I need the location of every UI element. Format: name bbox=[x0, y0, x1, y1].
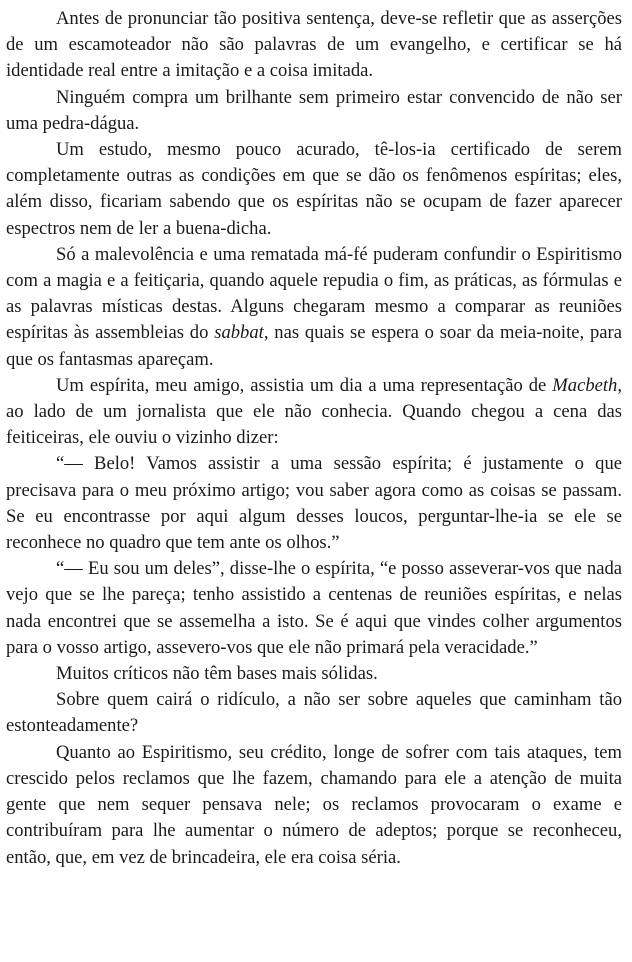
paragraph-4-text-end: , nas quais se espera o soar da meia-noite, para que os fantasmas apareçam. bbox=[6, 322, 622, 370]
paragraph-4-italic-term: sabbat bbox=[214, 322, 264, 344]
paragraph-9: Sobre quem cairá o ridículo, a não ser sobre aqueles que caminham tão estonteadamente? bbox=[6, 689, 622, 737]
paragraph-7: “— Eu sou um deles”, disse-lhe o espírita, “e posso asseverar-vos que nada vejo que se lhe pareça; tenho assistido a centenas de reuniões espíritas, e nelas nada encontrei que se assemelha a isto. Se é aqui que vindes colher argumentos para o vosso artigo, assevero-vos que ele não primará pela veracidade.” bbox=[6, 558, 622, 658]
paragraph-5 bbox=[6, 373, 622, 452]
paragraph-8: Muitos críticos não têm bases mais sólidas. bbox=[56, 663, 378, 685]
paragraph-5-italic-title: Macbeth bbox=[552, 374, 618, 396]
paragraph-3: Um estudo, mesmo pouco acurado, tê-los-ia certificado de serem completamente outras as condições em que se dão os fenômenos espíritas; eles, além disso, ficariam sabendo que os espíritas não se ocupam de fazer aparecer espectros nem de ler a buena-dicha. bbox=[6, 139, 622, 239]
paragraph-10: Quanto ao Espiritismo, seu crédito, longe de sofrer com tais ataques, tem crescido pelos reclamos que lhe fazem, chamando para ele a atenção de muita gente que nem sequer pensava nele; os reclamos provocaram o exame e contribuíram para lhe aumentar o número de adeptos; porque se reconheceu, então, que, em vez de brincadeira, ele era coisa séria. bbox=[6, 741, 622, 868]
paragraph-2: Ninguém compra um brilhante sem primeiro estar convencido de não ser uma pedra-dágua. bbox=[6, 86, 622, 134]
paragraph-4-text-start: Só a malevolência e uma rematada má-fé puderam confundir o Espiritismo com a magia e a feitiçaria, quando aquele repudia o fim, as práticas, as fórmulas e as palavras místicas destas. Alguns chegaram mesmo a comparar as reuniões espíritas às assembleias do bbox=[6, 243, 622, 344]
paragraph-5-text-start: Um espírita, meu amigo, assistia um dia a uma representação de bbox=[56, 374, 553, 396]
paragraph-6: “— Belo! Vamos assistir a uma sessão espírita; é justamente o que precisava para o meu próximo artigo; vou saber agora como as coisas se passam. Se eu encontrasse por aqui algum desses loucos, perguntar-lhe-ia se ele se reconhece no quadro que tem ante os olhos.” bbox=[6, 453, 622, 554]
paragraph-4 bbox=[6, 242, 622, 373]
paragraph-1: Antes de pronunciar tão positiva sentença, deve-se refletir que as asserções de um escamoteador não são palavras de um evangelho, e certificar se há identidade real entre a imitação e a coisa imitada. bbox=[6, 8, 622, 82]
paragraph-5-text-end: , ao lado de um jornalista que ele não conhecia. Quando chegou a cena das feiticeiras, ele ouviu o vizinho dizer: bbox=[6, 374, 622, 449]
